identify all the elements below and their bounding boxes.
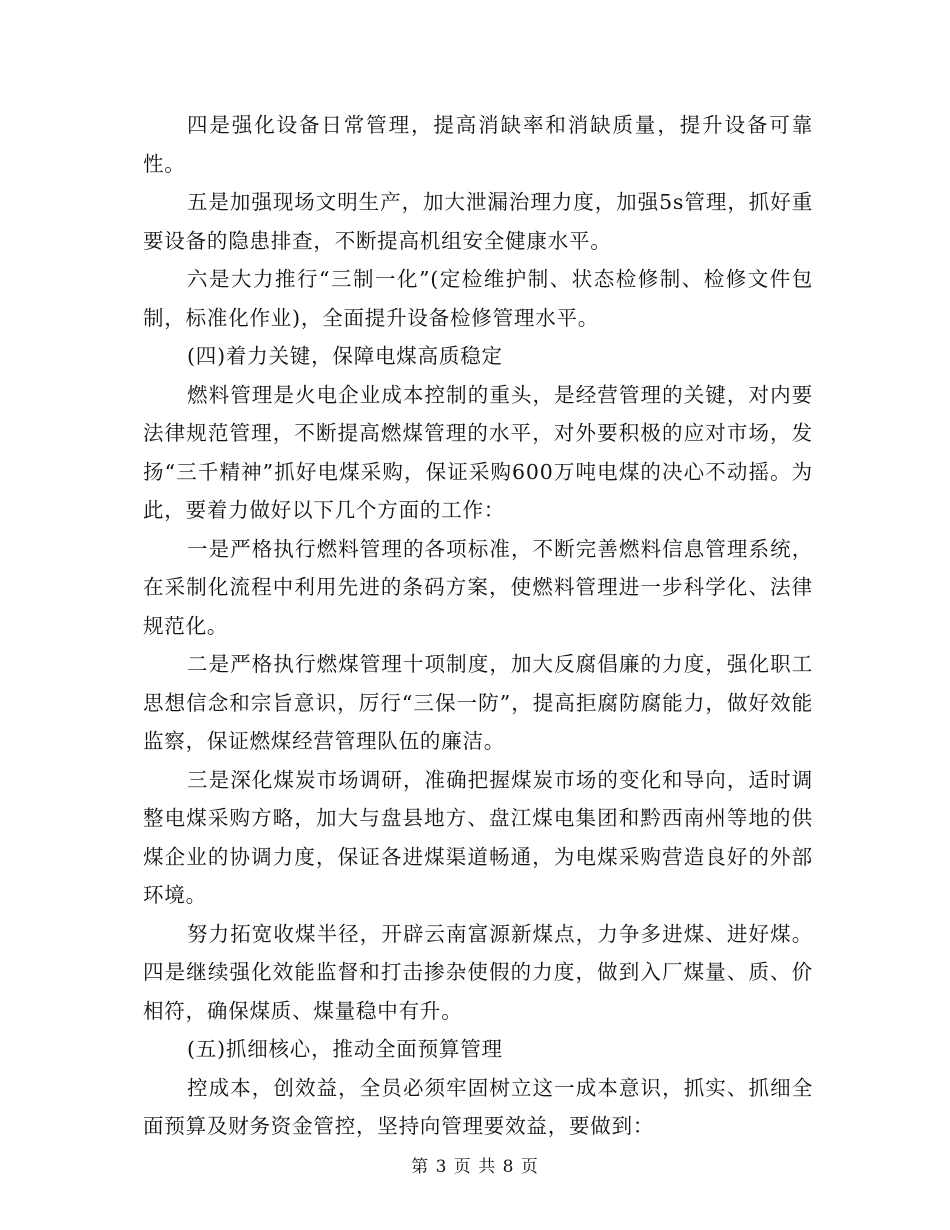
section-heading-4: (四)着力关键，保障电煤高质稳定	[187, 344, 503, 368]
paragraph-6: 一是严格执行燃料管理的各项标准，不断完善燃料信息管理系统，在采制化流程中利用先进的条码方案，使燃料管理进一步科学化、法律规范化。	[143, 536, 813, 638]
document-body	[143, 106, 813, 1146]
paragraph-11: 控成本，创效益，全员必须牢固树立这一成本意识，抓实、抓细全面预算及财务资金管控，坚持向管理要效益，要做到：	[143, 1075, 813, 1138]
paragraph-2: 五是加强现场文明生产，加大泄漏治理力度，加强5s管理，抓好重要设备的隐患排查，不断提高机组安全健康水平。	[143, 190, 813, 253]
page-number: 第 3 页 共 8 页	[411, 1157, 539, 1177]
paragraph-3: 六是大力推行“三制一化”(定检维护制、状态检修制、检修文件包制，标准化作业)，全面提升设备检修管理水平。	[143, 267, 813, 330]
paragraph-9: 努力拓宽收煤半径，开辟云南富源新煤点，力争多进煤、进好煤。四是继续强化效能监督和打击掺杂使假的力度，做到入厂煤量、质、价相符，确保煤质、煤量稳中有升。	[143, 921, 813, 1023]
page-footer	[0, 1152, 950, 1177]
paragraph-1: 四是强化设备日常管理，提高消缺率和消缺质量，提升设备可靠性。	[143, 113, 813, 176]
paragraph-5: 燃料管理是火电企业成本控制的重头，是经营管理的关键，对内要法律规范管理，不断提高燃煤管理的水平，对外要积极的应对市场，发扬“三千精神”抓好电煤采购，保证采购600万吨电煤的决心不动摇。为此，要着力做好以下几个方面的工作：	[143, 382, 813, 522]
section-heading-5: (五)抓细核心，推动全面预算管理	[187, 1037, 503, 1061]
paragraph-7: 二是严格执行燃煤管理十项制度，加大反腐倡廉的力度，强化职工思想信念和宗旨意识，厉行“三保一防”，提高拒腐防腐能力，做好效能监察，保证燃煤经营管理队伍的廉洁。	[143, 652, 813, 753]
paragraph-8: 三是深化煤炭市场调研，准确把握煤炭市场的变化和导向，适时调整电煤采购方略，加大与盘县地方、盘江煤电集团和黔西南州等地的供煤企业的协调力度，保证各进煤渠道畅通，为电煤采购营造良好的外部环境。	[143, 767, 813, 907]
